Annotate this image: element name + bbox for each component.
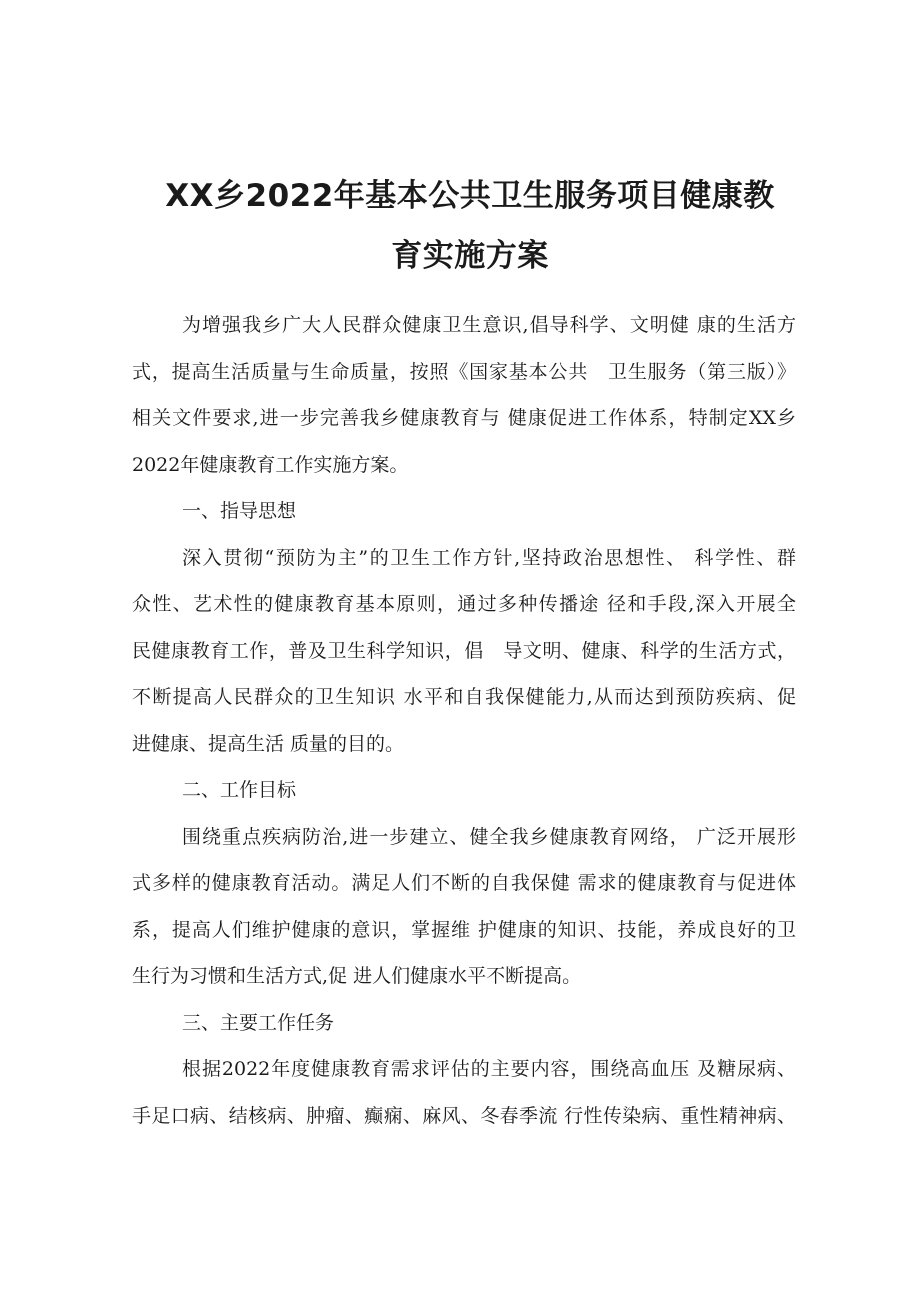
section-heading-text: 一、指导思想 xyxy=(182,500,297,522)
paragraph-line: 相关文件要求,进一步完善我乡健康教育与 健康促进工作体系，特制定XX乡 xyxy=(132,407,796,429)
section-heading xyxy=(132,767,796,814)
paragraph-line: 系，提高人们维护健康的意识，掌握维 护健康的知识、技能，养成良好的卫 xyxy=(132,918,796,941)
paragraph-line: 深入贯彻“预防为主”的卫生工作方针,坚持政治思想性、 科学性、群 xyxy=(182,546,796,569)
paragraph-line: 根据2022年度健康教育需求评估的主要内容，围绕高血压 及糖尿病、 xyxy=(182,1058,796,1080)
document-title-line-2: 育实施方案 xyxy=(391,238,549,274)
paragraph-line: 不断提高人民群众的卫生知识 水平和自我保健能力,从而达到预防疾病、促 xyxy=(132,686,796,708)
document-title-line-1: XX乡2022年基本公共卫生服务项目健康教 xyxy=(165,178,775,214)
paragraph-line: 围绕重点疾病防治,进一步建立、健全我乡健康教育网络， 广泛开展形 xyxy=(182,825,796,848)
paragraph-line: 式多样的健康教育活动。满足人们不断的自我保健 需求的健康教育与促进体 xyxy=(132,872,796,894)
paragraph xyxy=(132,814,796,1000)
section-heading xyxy=(132,488,796,535)
paragraph-line: 为增强我乡广大人民群众健康卫生意识,倡导科学、文明健 康的生活方 xyxy=(182,314,796,336)
paragraph xyxy=(132,1046,796,1139)
paragraph-line: 生行为习惯和生活方式,促 进人们健康水平不断提高。 xyxy=(132,965,582,987)
section-heading-text: 二、工作目标 xyxy=(182,779,297,801)
paragraph-line: 民健康教育工作，普及卫生科学知识，倡 导文明、健康、科学的生活方式， xyxy=(132,639,796,662)
paragraph-line: 众性、艺术性的健康教育基本原则，通过多种传播途 径和手段,深入开展全 xyxy=(132,593,796,615)
paragraph-line: 式，提高生活质量与生命质量，按照《国家基本公共 卫生服务（第三版）》 xyxy=(132,360,796,383)
paragraph-line: 进健康、提高生活 质量的目的。 xyxy=(132,732,405,755)
paragraph xyxy=(132,535,796,768)
section-heading xyxy=(132,1000,796,1047)
paragraph-line: 手足口病、结核病、肿瘤、癫痫、麻风、冬春季流 行性传染病、重性精神病、 xyxy=(132,1104,796,1127)
section-heading-text: 三、主要工作任务 xyxy=(182,1011,335,1034)
document-body xyxy=(132,302,796,1139)
paragraph xyxy=(132,302,796,488)
paragraph-line: 2022年健康教育工作实施方案。 xyxy=(132,453,409,476)
